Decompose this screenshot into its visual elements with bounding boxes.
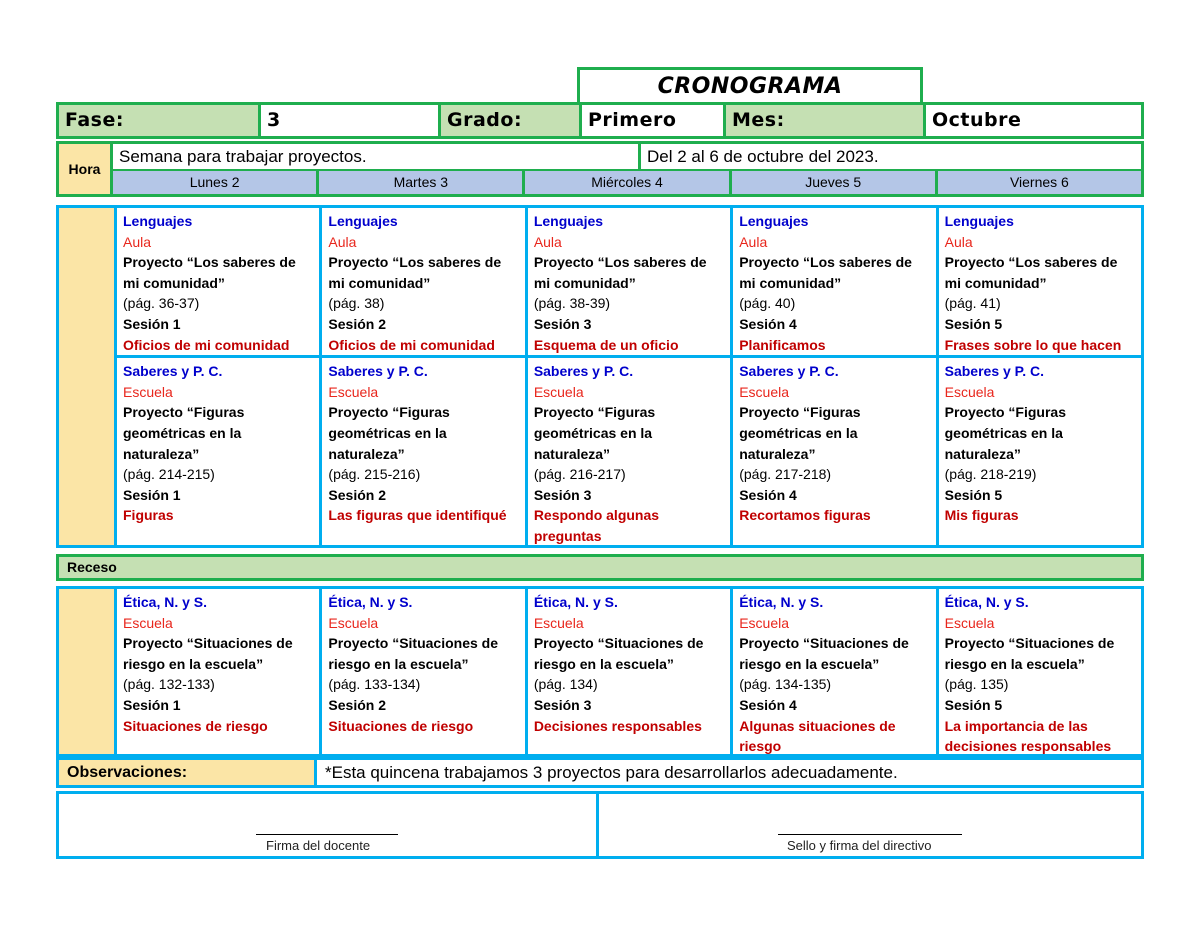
session-text: Sesión 5: [944, 315, 1003, 332]
place-text: Escuela: [533, 614, 584, 631]
signature-caption: Firma del docente: [266, 838, 371, 853]
observaciones-label: Observaciones:: [59, 760, 317, 785]
page-ref: (pág. 216-217): [533, 466, 626, 483]
mes-label: Mes:: [726, 105, 926, 136]
session-text: Sesión 1: [123, 696, 181, 713]
activity-text: Frases sobre lo que hacen: [944, 336, 1122, 353]
page-ref: (pág. 38): [328, 295, 385, 312]
subject-text: Ética, N. y S.: [533, 594, 618, 610]
days-row: [113, 171, 1144, 197]
activity-text: Oficios de mi comunidad: [123, 336, 290, 353]
schedule-cell: [117, 589, 322, 757]
page-title: CRONOGRAMA: [577, 67, 923, 103]
schedule-cell: [733, 589, 938, 757]
session-text: Sesión 5: [944, 696, 1003, 713]
place-text: Escuela: [123, 614, 173, 631]
session-text: Sesión 4: [739, 315, 797, 332]
subject-text: Ética, N. y S.: [328, 594, 413, 610]
activity-text: Figuras: [123, 507, 174, 524]
place-text: Aula: [533, 233, 562, 250]
session-text: Sesión 3: [533, 486, 592, 503]
session-text: Sesión 2: [328, 315, 386, 332]
info-row: [56, 102, 1144, 139]
project-text: Proyecto “Los saberes de mi comunidad”: [123, 254, 296, 291]
activity-text: Mis figuras: [944, 507, 1019, 524]
project-text: Proyecto “Situaciones de riesgo en la escuela”: [944, 635, 1115, 672]
day-header: Miércoles 4: [525, 171, 731, 194]
subject-text: Ética, N. y S.: [739, 594, 824, 610]
project-text: Proyecto “Situaciones de riesgo en la escuela”: [739, 635, 909, 672]
subject-text: Saberes y P. C.: [328, 363, 428, 380]
observaciones-text: *Esta quincena trabajamos 3 proyectos para desarrollarlos adecuadamente.: [325, 763, 898, 782]
schedule-cell: [939, 208, 1141, 355]
schedule-cell: [528, 208, 733, 355]
session-text: Sesión 2: [328, 696, 386, 713]
page-ref: (pág. 36-37): [123, 295, 200, 312]
page-ref: (pág. 134): [533, 676, 598, 693]
subject-text: Lenguajes: [328, 213, 398, 229]
place-text: Aula: [328, 233, 357, 250]
project-text: Proyecto “Figuras geométricas en la naturaleza”: [123, 404, 245, 462]
session-text: Sesión 4: [739, 486, 797, 503]
subject-text: Ética, N. y S.: [944, 594, 1029, 610]
activity-text: Las figuras que identifiqué: [328, 507, 507, 524]
signature-line: [778, 834, 962, 835]
project-text: Proyecto “Los saberes de mi comunidad”: [739, 254, 912, 291]
page-ref: (pág. 133-134): [328, 676, 421, 693]
observaciones-row: [56, 757, 1144, 788]
subject-text: Lenguajes: [739, 213, 809, 229]
hora-label: Hora: [56, 141, 113, 197]
lenguajes-row: [117, 208, 1141, 355]
grado-value: Primero: [582, 105, 726, 136]
schedule-cell: [733, 208, 938, 355]
place-text: Escuela: [328, 383, 379, 400]
signature-row: [56, 791, 1144, 859]
schedule-cell: [733, 358, 938, 546]
activity-text: Esquema de un oficio: [533, 336, 679, 353]
week-row: [113, 141, 1144, 172]
activity-text: Algunas situaciones de riesgo: [739, 717, 896, 755]
fase-value: 3: [261, 105, 441, 136]
place-text: Escuela: [533, 383, 584, 400]
subject-text: Ética, N. y S.: [123, 594, 208, 610]
subject-text: Lenguajes: [533, 213, 604, 229]
day-header: Viernes 6: [938, 171, 1141, 194]
week-dates: Del 2 al 6 de octubre del 2023.: [647, 147, 879, 166]
saberes-row: [117, 355, 1141, 546]
fase-label: Fase:: [59, 105, 261, 136]
mes-value: Octubre: [932, 109, 1022, 131]
session-text: Sesión 3: [533, 696, 592, 713]
project-text: Proyecto “Situaciones de riesgo en la escuela”: [533, 635, 704, 672]
signature-directivo: [599, 794, 1141, 856]
schedule-cell: [117, 358, 322, 546]
signature-caption: Sello y firma del directivo: [787, 838, 932, 853]
grado-label: Grado:: [441, 105, 582, 136]
session-text: Sesión 4: [739, 696, 797, 713]
activity-text: Recortamos figuras: [739, 507, 871, 524]
project-text: Proyecto “Los saberes de mi comunidad”: [328, 254, 502, 291]
place-text: Escuela: [123, 383, 173, 400]
session-text: Sesión 2: [328, 486, 386, 503]
hora-column: [59, 208, 117, 545]
place-text: Escuela: [739, 614, 790, 631]
session-text: Sesión 1: [123, 486, 181, 503]
schedule-cell: [322, 589, 527, 757]
schedule-cell: [939, 589, 1141, 757]
page-ref: (pág. 41): [944, 295, 1001, 312]
page-ref: (pág. 132-133): [123, 676, 215, 693]
project-text: Proyecto “Figuras geométricas en la naturaleza”: [739, 404, 861, 462]
hora-column: [59, 589, 117, 754]
project-text: Proyecto “Situaciones de riesgo en la escuela”: [123, 635, 293, 672]
etica-row: [117, 589, 1141, 757]
subject-text: Saberes y P. C.: [533, 363, 634, 380]
week-text: Semana para trabajar proyectos.: [113, 144, 641, 169]
subject-text: Saberes y P. C.: [739, 363, 839, 380]
page-ref: (pág. 217-218): [739, 466, 832, 483]
subject-text: Saberes y P. C.: [123, 363, 223, 380]
schedule-cell: [528, 589, 733, 757]
place-text: Aula: [944, 233, 973, 250]
place-text: Escuela: [739, 383, 790, 400]
schedule-cell: [939, 358, 1141, 546]
page-ref: (pág. 40): [739, 295, 796, 312]
session-text: Sesión 5: [944, 486, 1003, 503]
morning-block: [56, 205, 1144, 548]
project-text: Proyecto “Figuras geométricas en la naturaleza”: [533, 404, 656, 462]
activity-text: Planificamos: [739, 336, 826, 353]
activity-text: Decisiones responsables: [533, 717, 702, 734]
schedule-cell: [117, 208, 322, 355]
session-text: Sesión 3: [533, 315, 592, 332]
activity-text: Situaciones de riesgo: [123, 717, 268, 734]
place-text: Aula: [739, 233, 768, 250]
project-text: Proyecto “Figuras geométricas en la naturaleza”: [944, 404, 1066, 462]
project-text: Proyecto “Los saberes de mi comunidad”: [533, 254, 707, 291]
day-header: Martes 3: [319, 171, 525, 194]
session-text: Sesión 1: [123, 315, 181, 332]
schedule-cell: [528, 358, 733, 546]
afternoon-block: [56, 586, 1144, 757]
activity-text: Oficios de mi comunidad: [328, 336, 495, 353]
project-text: Proyecto “Figuras geométricas en la naturaleza”: [328, 404, 450, 462]
signature-line: [256, 834, 398, 835]
project-text: Proyecto “Los saberes de mi comunidad”: [944, 254, 1118, 291]
activity-text: Respondo algunas preguntas: [533, 507, 660, 544]
page-ref: (pág. 135): [944, 676, 1009, 693]
place-text: Escuela: [328, 614, 379, 631]
page-ref: (pág. 38-39): [533, 295, 611, 312]
signature-docente: [59, 794, 599, 856]
day-header: Jueves 5: [732, 171, 938, 194]
page-ref: (pág. 218-219): [944, 466, 1037, 483]
subject-text: Lenguajes: [123, 213, 193, 229]
schedule-cell: [322, 208, 527, 355]
day-header: Lunes 2: [113, 171, 319, 194]
activity-text: La importancia de las decisiones responsables: [944, 717, 1112, 755]
place-text: Aula: [123, 233, 152, 250]
project-text: Proyecto “Situaciones de riesgo en la escuela”: [328, 635, 499, 672]
subject-text: Lenguajes: [944, 213, 1014, 229]
schedule-cell: [322, 358, 527, 546]
receso-bar: Receso: [56, 554, 1144, 581]
page-ref: (pág. 134-135): [739, 676, 832, 693]
activity-text: Situaciones de riesgo: [328, 717, 474, 734]
subject-text: Saberes y P. C.: [944, 363, 1044, 380]
place-text: Escuela: [944, 383, 995, 400]
place-text: Escuela: [944, 614, 995, 631]
page-ref: (pág. 214-215): [123, 466, 215, 483]
page-ref: (pág. 215-216): [328, 466, 421, 483]
